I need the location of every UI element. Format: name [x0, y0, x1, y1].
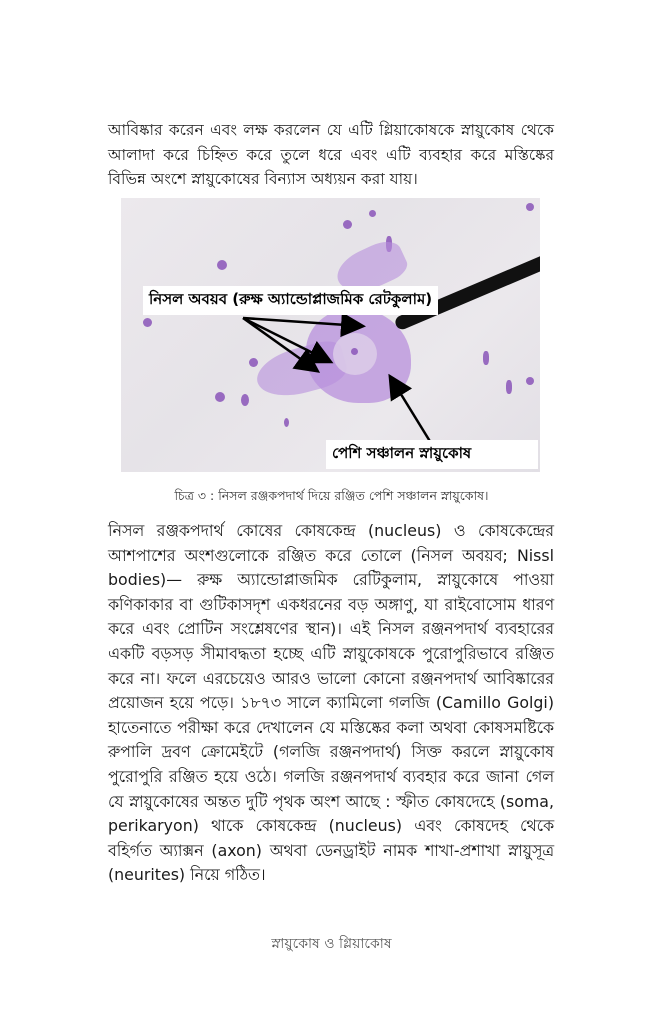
arrow-annotations	[121, 198, 540, 472]
text-line: কণিকাকার বা গুটিকাসদৃশ একধরনের বড় অঙ্গাণু, যা রাইবোসোম ধারণ	[108, 594, 554, 614]
figure-caption: চিত্র ৩ : নিসল রঞ্জকপদার্থ দিয়ে রঞ্জিত পেশি সঞ্চালন স্নায়ুকোষ।	[174, 488, 489, 503]
label-nissl-bodies: নিসল অবয়ব (রুক্ষ অ্যান্ডোপ্লাজমিক রেটকুলাম)	[143, 286, 438, 315]
text-line: একটি বড়সড় সীমাবদ্ধতা হচ্ছে এটি স্নায়ুকোষকে পুরোপুরিভাবে রঞ্জিত	[108, 643, 554, 663]
body-paragraph	[108, 519, 554, 888]
text-line: (neurites) নিয়ে গঠিত।	[108, 865, 266, 885]
text-line: আলাদা করে চিহ্নিত করে তুলে ধরে এবং এটি ব্যবহার করে মস্তিষ্কের	[108, 145, 554, 164]
text-line: রুপালি দ্রবণ ক্রোমেইটে (গলজি রঞ্জনপদার্থ) সিক্ত করলে স্নায়ুকোষ	[108, 742, 554, 762]
text-line: bodies)— রুক্ষ অ্যান্ডোপ্লাজমিক রেটিকুলাম, স্নায়ুকোষে পাওয়া	[108, 570, 554, 590]
label-motor-neuron: পেশি সঞ্চালন স্নায়ুকোষ	[326, 440, 538, 469]
text-line: বিভিন্ন অংশে স্নায়ুকোষের বিন্যাস অধ্যয়ন করা যায়।	[108, 170, 418, 188]
text-line: perikaryon) থাকে কোষকেন্দ্র (nucleus) এবং কোষদেহ থেকে	[108, 816, 554, 836]
text-line: করে না। ফলে এরচেয়েও আরও ভালো কোনো রঞ্জনপদার্থ আবিষ্কারের	[108, 668, 554, 688]
running-footer: স্নায়ুকোষ ও গ্লিয়াকোষ	[271, 936, 392, 952]
text-line: আশপাশের অংশগুলোকে রঞ্জিত করে তোলে (নিসল অবয়ব; Nissl	[108, 545, 554, 565]
text-line: পুরোপুরি রঞ্জিত হয়ে ওঠে। গলজি রঞ্জনপদার্থ ব্যবহার করে জানা গেল	[108, 766, 554, 786]
intro-paragraph	[108, 118, 554, 192]
micrograph-figure	[121, 198, 540, 472]
text-line: করে এবং প্রোটিন সংশ্লেষণের স্থান)। এই নিসল রঞ্জনপদার্থ ব্যবহারের	[108, 619, 554, 639]
text-line: প্রয়োজন হয়ে পড়ে। ১৮৭৩ সালে ক্যামিলো গলজি (Camillo Golgi)	[108, 693, 554, 713]
text-line: হাতেনাতে পরীক্ষা করে দেখালেন যে মস্তিষ্কের কলা অথবা কোষসমষ্টিকে	[108, 717, 554, 737]
text-line: নিসল রঞ্জকপদার্থ কোষের কোষকেন্দ্র (nucleus) ও কোষকেন্দ্রের	[108, 521, 554, 540]
text-line: আবিষ্কার করেন এবং লক্ষ করলেন যে এটি গ্লিয়াকোষকে স্নায়ুকোষ থেকে	[108, 121, 554, 139]
text-line: বহির্গত অ্যাক্সন (axon) অথবা ডেনড্রাইট নামক শাখা-প্রশাখা স্নায়ুসূত্র	[108, 840, 554, 860]
text-line: যে স্নায়ুকোষের অন্তত দুটি পৃথক অংশ আছে : স্ফীত কোষদেহে (soma,	[108, 791, 554, 811]
